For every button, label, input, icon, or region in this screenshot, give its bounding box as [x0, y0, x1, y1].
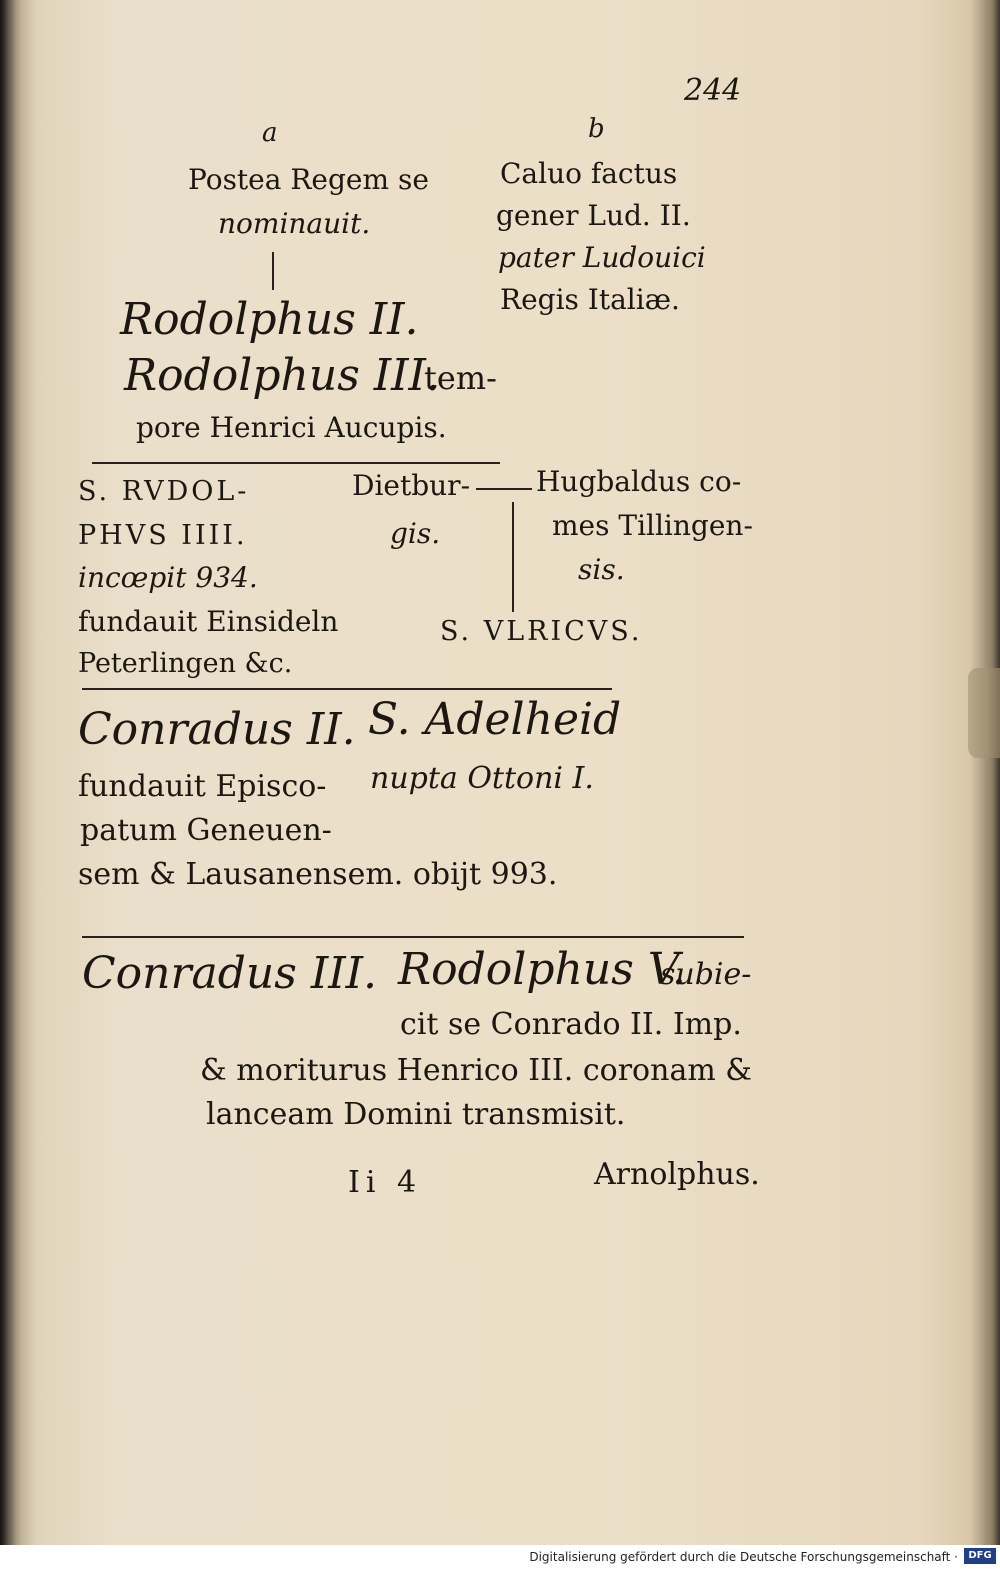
text-line: mes Tillingen-: [552, 509, 753, 542]
text-line: sis.: [578, 553, 625, 586]
text-line: & moriturus Henrico III. coronam &: [200, 1053, 753, 1088]
column-mark-right: b: [588, 114, 605, 144]
name-s-adelheid: S. Adelheid: [368, 694, 622, 745]
genealogy-line: [272, 252, 274, 290]
text-line: incœpit 934.: [78, 561, 258, 594]
genealogy-line: [512, 502, 514, 612]
name-s-ulricus: S. VLRICVS.: [440, 616, 643, 647]
text-line: PHVS IIII.: [78, 520, 248, 551]
text-line: nupta Ottoni I.: [370, 761, 594, 796]
text-line: lanceam Domini transmisit.: [206, 1097, 626, 1132]
genealogy-line: [476, 488, 532, 490]
text-line: Dietbur-: [352, 469, 471, 502]
dfg-logo: DFG: [964, 1548, 996, 1564]
name-rodolphus-ii: Rodolphus II.: [120, 294, 419, 345]
text-line: fundauit Einsideln: [78, 605, 339, 638]
text-line: subie-: [660, 957, 752, 992]
text-line: fundauit Episco-: [78, 769, 327, 804]
text-line: S. RVDOL-: [78, 476, 250, 507]
text-line: Regis Italiæ.: [500, 283, 680, 316]
name-conradus-ii: Conradus II.: [78, 704, 356, 755]
signature-mark: Ii 4: [348, 1165, 423, 1200]
column-mark-left: a: [262, 118, 278, 148]
text-line: pater Ludouici: [498, 241, 706, 274]
name-rodolphus-iii: Rodolphus III.: [124, 350, 440, 401]
text-line: sem & Lausanensem. obijt 993.: [78, 857, 558, 892]
text-line: gis.: [390, 517, 441, 550]
brace-rule: [92, 462, 500, 464]
name-conradus-iii: Conradus III.: [82, 948, 377, 999]
text-line: nominauit.: [218, 207, 371, 240]
text-line: Caluo factus: [500, 157, 678, 190]
name-rodolphus-v: Rodolphus V.: [398, 944, 686, 995]
page-edge: [970, 0, 1000, 1545]
brace-rule: [82, 688, 612, 690]
text-line: pore Henrici Aucupis.: [136, 411, 447, 444]
page-tab-marker: [968, 668, 1000, 758]
text-line: gener Lud. II.: [496, 199, 691, 232]
catchword: Arnolphus.: [594, 1157, 760, 1192]
text-line: Peterlingen &c.: [78, 648, 293, 679]
brace-rule: [82, 936, 744, 938]
text-line: Hugbaldus co-: [536, 465, 742, 498]
spine-shadow: [0, 0, 36, 1569]
text-line: patum Geneuen-: [80, 813, 332, 848]
text-line: tem-: [424, 359, 497, 397]
footer-text: Digitalisierung gefördert durch die Deutsche Forschungsgemeinschaft ·: [529, 1550, 958, 1564]
text-line: Postea Regem se: [188, 163, 429, 196]
digitization-footer: [0, 1545, 1000, 1569]
text-line: cit se Conrado II. Imp.: [400, 1007, 742, 1042]
page-number: 244: [684, 73, 742, 108]
